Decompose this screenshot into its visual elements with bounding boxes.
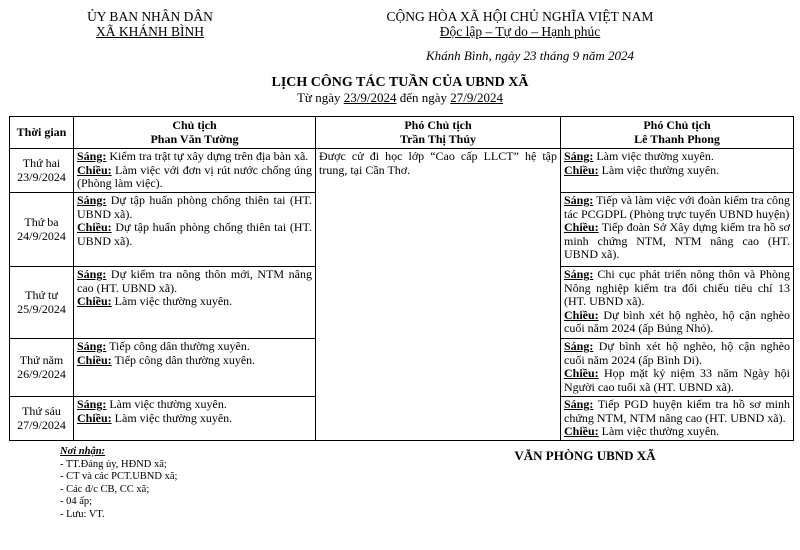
vice1-cell [316, 149, 561, 441]
chair-afternoon [77, 164, 312, 191]
vice2-afternoon [564, 164, 790, 178]
vice2-afternoon [564, 367, 790, 394]
day-cell [10, 267, 74, 339]
vice2-cell [561, 267, 794, 339]
morning-label: Sáng: [77, 397, 107, 411]
morning-label: Sáng: [77, 149, 107, 163]
recipient-item: - Lưu: VT. [60, 508, 105, 520]
chair-morning [77, 268, 312, 295]
vice2-morning [564, 194, 790, 221]
morning-label: Sáng: [564, 193, 594, 207]
morning-label: Sáng: [564, 397, 594, 411]
day-cell [10, 397, 74, 441]
chair-morning-text: Tiếp công dân thường xuyên. [106, 339, 250, 353]
afternoon-label: Chiều: [77, 410, 112, 425]
vice2-morning-text: Tiếp PGD huyện kiểm tra hồ sơ minh chứng NTM, NTM nâng cao (HT. UBND xã). [564, 397, 790, 425]
col-header-time [10, 117, 74, 149]
afternoon-label: Chiều: [564, 220, 599, 234]
morning-label: Sáng: [564, 267, 594, 281]
chair-morning-text: Kiểm tra trật tự xây dựng trên địa bàn xã. [106, 149, 309, 163]
morning-label: Sáng: [564, 149, 594, 163]
col-header-vice2 [561, 117, 794, 149]
recipients-title: Nơi nhận: [60, 446, 106, 457]
signature-office: VĂN PHÒNG UBND XÃ [514, 448, 656, 463]
date-range-to: 27/9/2024 [450, 90, 504, 105]
day-date: 26/9/2024 [17, 366, 66, 381]
date-range-prefix: Từ ngày [296, 90, 344, 105]
recipient-item: - 04 ấp; [60, 496, 93, 507]
schedule-table [9, 116, 794, 441]
vice2-afternoon-text: Tiếp đoàn Sở Xây dựng kiểm tra hồ sơ minh chứng NTM, NTM nâng cao (HT. UBND xã). [564, 220, 790, 261]
motto: Độc lập – Tự do – Hạnh phúc [439, 24, 601, 39]
chair-morning-text: Làm việc thường xuyên. [106, 397, 227, 411]
afternoon-label: Chiều: [77, 162, 112, 177]
day-name: Thứ hai [22, 156, 61, 170]
col-header-chair-name: Phan Văn Tường [150, 131, 239, 146]
col-header-vice1 [316, 117, 561, 149]
afternoon-label: Chiều: [564, 424, 599, 438]
chair-cell [74, 149, 316, 193]
chair-afternoon [77, 221, 312, 248]
afternoon-label: Chiều: [77, 352, 112, 367]
chair-morning [77, 398, 312, 412]
morning-label: Sáng: [77, 193, 107, 207]
vice2-cell [561, 149, 794, 193]
afternoon-label: Chiều: [564, 162, 599, 177]
chair-afternoon [77, 295, 312, 309]
vice2-morning [564, 150, 790, 164]
afternoon-label: Chiều: [564, 366, 599, 380]
day-name: Thứ năm [19, 353, 64, 367]
vice2-morning [564, 268, 790, 309]
morning-label: Sáng: [77, 267, 107, 281]
day-cell [10, 339, 74, 397]
day-name: Thứ tư [25, 288, 58, 302]
vice2-afternoon-text: Làm việc thường xuyên. [598, 424, 720, 438]
vice2-morning [564, 398, 790, 425]
vice2-cell [561, 339, 794, 397]
day-date: 24/9/2024 [17, 228, 66, 243]
vice2-morning-text: Chi cục phát triển nông thôn và Phòng Nông nghiệp kiểm tra đối chiếu tiêu chí 13 (HT. UBND xã). [564, 267, 790, 308]
col-header-vice1-role: Phó Chủ tịch [404, 118, 472, 132]
recipient-item: - CT và các PCT.UBND xã; [60, 471, 178, 482]
issue-date: Khánh Bình, ngày 23 tháng 9 năm 2024 [426, 48, 634, 63]
vice2-afternoon [564, 309, 790, 336]
day-date: 27/9/2024 [17, 417, 66, 432]
table-header-row [10, 117, 794, 149]
vice2-morning-text: Dự bình xét hộ nghèo, hộ cận nghèo cuối năm 2024 (ấp Bình Di). [564, 339, 790, 367]
morning-label: Sáng: [77, 339, 107, 353]
chair-afternoon-text: Làm việc thường xuyên. [111, 410, 233, 425]
vice2-cell [561, 193, 794, 267]
chair-morning [77, 340, 312, 354]
issuer-line-2: XÃ KHÁNH BÌNH [96, 24, 204, 39]
national-motto-block [370, 9, 670, 39]
afternoon-label: Chiều: [77, 294, 112, 308]
chair-morning-text: Dự kiểm tra nông thôn mới, NTM nâng cao (HT. UBND xã). [77, 267, 312, 295]
chair-afternoon [77, 412, 312, 426]
col-header-vice2-role: Phó Chủ tịch [643, 118, 711, 132]
issuer-block [50, 9, 250, 39]
chair-afternoon [77, 354, 312, 368]
chair-cell [74, 193, 316, 267]
vice2-morning-text: Làm việc thường xuyên. [593, 149, 714, 163]
date-range-from: 23/9/2024 [343, 90, 397, 105]
page-title: LỊCH CÔNG TÁC TUẦN CỦA UBND XÃ [271, 75, 529, 90]
day-date: 23/9/2024 [17, 169, 66, 184]
vice2-cell [561, 397, 794, 441]
recipients-block [60, 446, 177, 521]
issuer-line-1: ỦY BAN NHÂN DÂN [87, 9, 213, 24]
chair-afternoon-text: Làm việc thường xuyên. [111, 294, 233, 308]
chair-afternoon-text: Tiếp công dân thường xuyên. [111, 352, 256, 367]
nation-title: CỘNG HÒA XÃ HỘI CHỦ NGHĨA VIỆT NAM [386, 9, 654, 24]
chair-cell [74, 397, 316, 441]
vice2-afternoon [564, 221, 790, 262]
chair-cell [74, 339, 316, 397]
date-range-mid: đến ngày [396, 90, 451, 105]
col-header-time-label: Thời gian [16, 124, 67, 139]
vice2-afternoon-text: Làm việc thường xuyên. [598, 162, 720, 177]
date-range [0, 90, 800, 105]
chair-morning [77, 150, 312, 164]
chair-morning [77, 194, 312, 221]
morning-label: Sáng: [564, 339, 594, 353]
col-header-vice2-name: Lê Thanh Phong [634, 131, 720, 146]
day-name: Thứ sáu [22, 404, 61, 418]
vice2-morning-text: Tiếp và làm việc với đoàn kiểm tra công tác PCGDPL (Phòng trực tuyến UBND huyện) [564, 193, 790, 221]
day-cell [10, 149, 74, 193]
recipient-item: - TT.Đảng ủy, HĐND xã; [60, 458, 167, 470]
col-header-vice1-name: Trần Thị Thúy [399, 131, 477, 146]
chair-afternoon-text: Dự tập huấn phòng chống thiên tai (HT. UBND xã). [77, 220, 312, 248]
chair-cell [74, 267, 316, 339]
vice1-schedule-text: Được cử đi học lớp “Cao cấp LLCT” hệ tập trung, tại Cần Thơ. [319, 149, 557, 177]
chair-morning-text: Dự tập huấn phòng chống thiên tai (HT. UBND xã). [77, 193, 312, 221]
afternoon-label: Chiều: [77, 220, 112, 234]
col-header-chair-role: Chủ tịch [172, 118, 217, 132]
vice2-morning [564, 340, 790, 367]
afternoon-label: Chiều: [564, 307, 599, 322]
day-name: Thứ ba [24, 215, 59, 229]
day-cell [10, 193, 74, 267]
table-row [10, 149, 794, 193]
vice2-afternoon-text: Họp mặt kỷ niệm 33 năm Ngày hội Người cao tuổi xã (HT. UBND xã). [564, 366, 790, 394]
chair-afternoon-text: Làm việc với đơn vị rút nước chống úng (Phòng làm việc). [77, 162, 312, 190]
day-date: 25/9/2024 [17, 301, 66, 316]
col-header-chair [74, 117, 316, 149]
recipient-item: - Các đ/c CB, CC xã; [60, 483, 150, 495]
vice2-afternoon [564, 425, 790, 439]
vice2-afternoon-text: Dự bình xét hộ nghèo, hộ cận nghèo cuối năm 2024 (ấp Búng Nhỏ). [564, 307, 790, 335]
